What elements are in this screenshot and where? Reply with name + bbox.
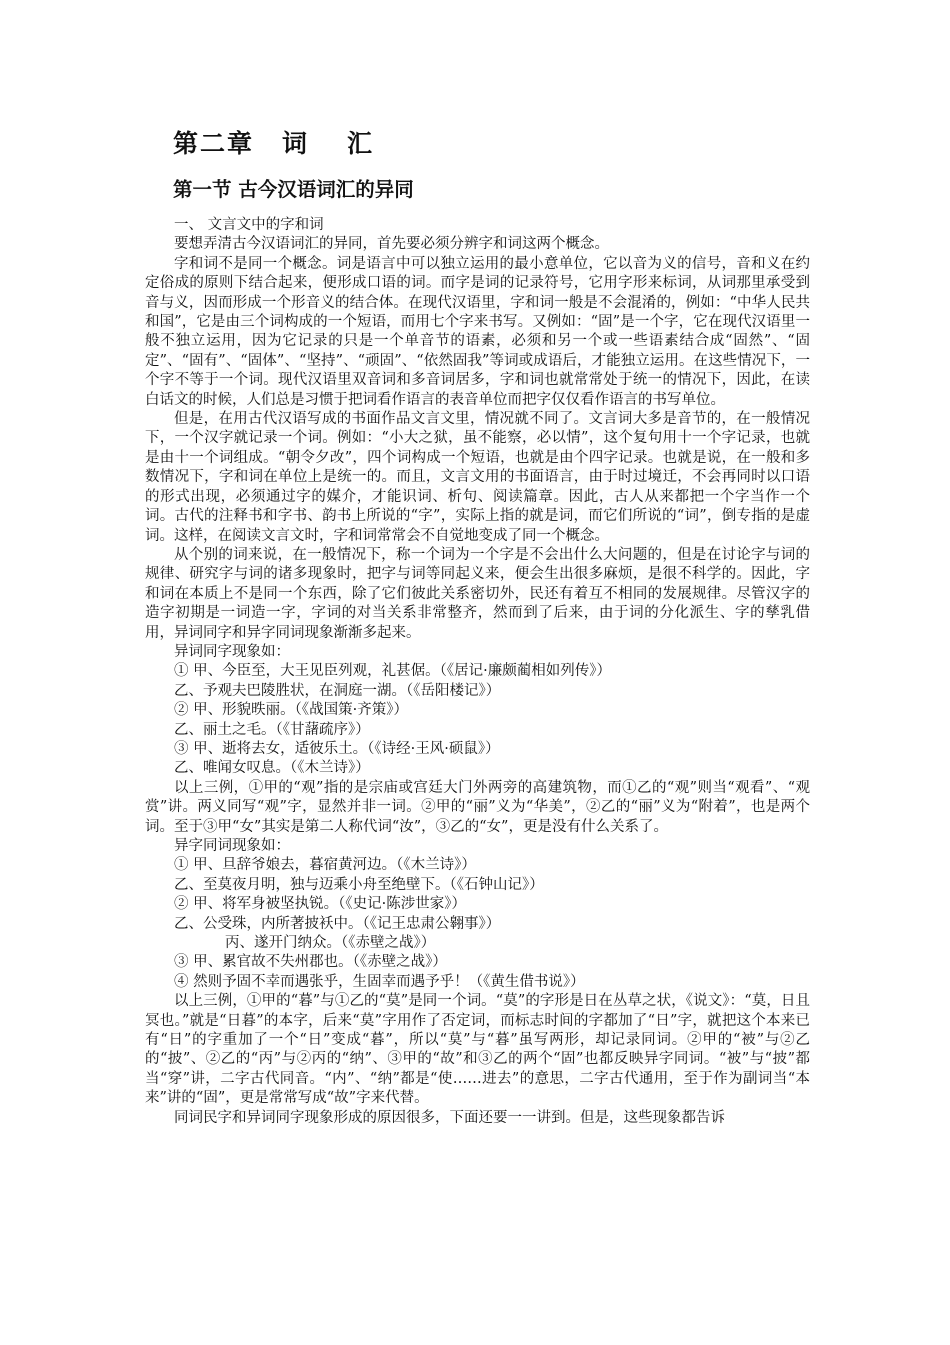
example-line: 乙、唯闻女叹息。（《木兰诗》） bbox=[174, 760, 370, 777]
example-line: 乙、公受珠，内所著披袄中。（《记王忠肃公翱事》） bbox=[174, 915, 501, 932]
example-line: 乙、丽土之毛。（《甘藷疏序》） bbox=[174, 721, 370, 738]
paragraph: 以上三例，①甲的“暮”与①乙的“莫”是同一个词。“莫”的字形是日在丛草之状，《说文》：“莫，日且冥也。”就是“日暮”的本字，后来“莫”字用作了否定词，而标志时间的字都加了“日”字，就把这个本来已有“日”的字重加了一个“日”变成“暮”，所以“莫”与“暮”虽写两形，却记录同词。②甲的“被”与②乙的“披”、②乙的“丙”与②丙的“纳”、③甲的“故”和③乙的两个“固”也都反映异字同词。“被”与“披”都当“穿”讲，二字古代同音。“内”、“纳”都是“使……进去”的意思，二字古代通用，至于作为副词当“本来”讲的“固”，更是常常写成“故”字来代替。 bbox=[145, 993, 810, 1107]
example-line: ① 甲、旦辞爷娘去，暮宿黄河边。（《木兰诗》） bbox=[174, 857, 476, 874]
section-title: 第一节 古今汉语词汇的异同 bbox=[173, 178, 414, 201]
paragraph: 字和词不是同一个概念。词是语言中可以独立运用的最小意单位，它以音为义的信号，音和义在约定俗成的原则下结合起来，便形成口语的词。而字是词的记录符号，它用字形来标词，从词那里承受到音与义，因而形成一个形音义的结合体。在现代汉语里，字和词一般是不会混淆的，例如：“中华人民共和国”，它是由三个词构成的一个短语，而用七个字来书写。又例如：“固”是一个字，它在现代汉语里一般不独立运用，因为它记录的只是一个单音节的语素，必须和另一个或一些语素结合成“固然”、“固定”、“固有”、“固体”、“坚持”、“顽固”、“依然固我”等词或成语后，才能独立运用。在这些情况下，一个字不等于一个词。现代汉语里双音词和多音词居多，字和词也就常常处于统一的情况下，因此，在读白话文的时候，人们总是习惯于把词看作语言的表音单位而把字仅仅看作语言的书写单位。 bbox=[145, 255, 810, 408]
example-line: ③ 甲、逝将去女，适彼乐土。（《诗经·王风·硕鼠》） bbox=[174, 740, 500, 757]
example-line: ② 甲、形貌昳丽。（《战国策·齐策》） bbox=[174, 702, 408, 719]
paragraph: 异词同字现象如： bbox=[174, 643, 290, 660]
example-line: 乙、至莫夜月明，独与迈乘小舟至绝壁下。（《石钟山记》） bbox=[174, 876, 544, 893]
chapter-word-1: 词 bbox=[282, 129, 310, 158]
subheading: 一、 文言文中的字和词 bbox=[174, 217, 324, 233]
example-line: ① 甲、今臣至，大王见臣列观，礼甚倨。（《居记·廉颇蔺相如列传》） bbox=[174, 663, 611, 680]
example-line: 乙、予观夫巴陵胜状，在洞庭一湖。（《岳阳楼记》） bbox=[174, 682, 501, 699]
paragraph: 从个别的词来说，在一般情况下，称一个词为一个字是不会出什么大问题的，但是在讨论字与词的规律、研究字与词的诸多现象时，把字与词等同起义来，便会生出很多麻烦，是很不科学的。因此，字和词在本质上不是同一个东西，除了它们彼此关系密切外，民还有着互不相同的发展规律。尽管汉字的造字初期是一词造一字，字词的对当关系非常整齐，然而到了后来，由于词的分化派生、字的孳乳借用，异词同字和异字同词现象渐渐多起来。 bbox=[145, 546, 810, 641]
paragraph: 异字同词现象如： bbox=[174, 838, 290, 854]
example-line: ④ 然则予固不幸而遇张乎，生固幸而遇予乎！（《黄生借书说》） bbox=[174, 973, 585, 990]
example-line: ② 甲、将军身被坚执锐。（《史记·陈涉世家》） bbox=[174, 896, 466, 913]
chapter-word-2: 汇 bbox=[347, 129, 375, 158]
example-line: ③ 甲、累官故不失州郡也。（《赤壁之战》） bbox=[174, 954, 447, 971]
chapter-label: 第二章 bbox=[173, 129, 255, 158]
paragraph: 同词民字和异词同字现象形成的原因很多，下面还要一一讲到。但是，这些现象都告诉 bbox=[174, 1109, 725, 1126]
body-text bbox=[145, 216, 810, 1128]
example-line: 丙、遂开门纳众。（《赤壁之战》） bbox=[225, 935, 436, 952]
paragraph: 要想弄清古今汉语词汇的异同，首先要必须分辨字和词这两个概念。 bbox=[174, 236, 609, 253]
paragraph: 但是，在用古代汉语写成的书面作品文言文里，情况就不同了。文言词大多是音节的，在一般情况下，一个汉字就记录一个词。例如：“小大之狱，虽不能察，必以情”，这个复句用十一个字记录，也就是由十一个词组成。“朝令夕改”，四个词构成一个短语，也就是由个四字记录。也就是说，在一般和多数情况下，字和词在单位上是统一的。而且，文言文用的书面语言，由于时过境迁，不会再同时以口语的形式出现，必须通过字的媒介，才能识词、析句、阅读篇章。因此，古人从来都把一个字当作一个词。古代的注释书和字书、韵书上所说的“字”，实际上指的就是词，而它们所说的“词”，倒专指的是虚词。这样，在阅读文言文时，字和词常常会不自觉地变成了同一个概念。 bbox=[145, 411, 810, 544]
paragraph: 以上三例，①甲的“观”指的是宗庙或宫廷大门外两旁的高建筑物，而①乙的“观”则当“观看”、“观赏”讲。两义同写“观”字，显然并非一词。②甲的“丽”义为“华美”，②乙的“丽”义为“附着”，也是两个词。至于③甲“女”其实是第二人称代词“汝”，③乙的“女”，更是没有什么关系了。 bbox=[145, 779, 810, 835]
chapter-title bbox=[173, 124, 374, 160]
